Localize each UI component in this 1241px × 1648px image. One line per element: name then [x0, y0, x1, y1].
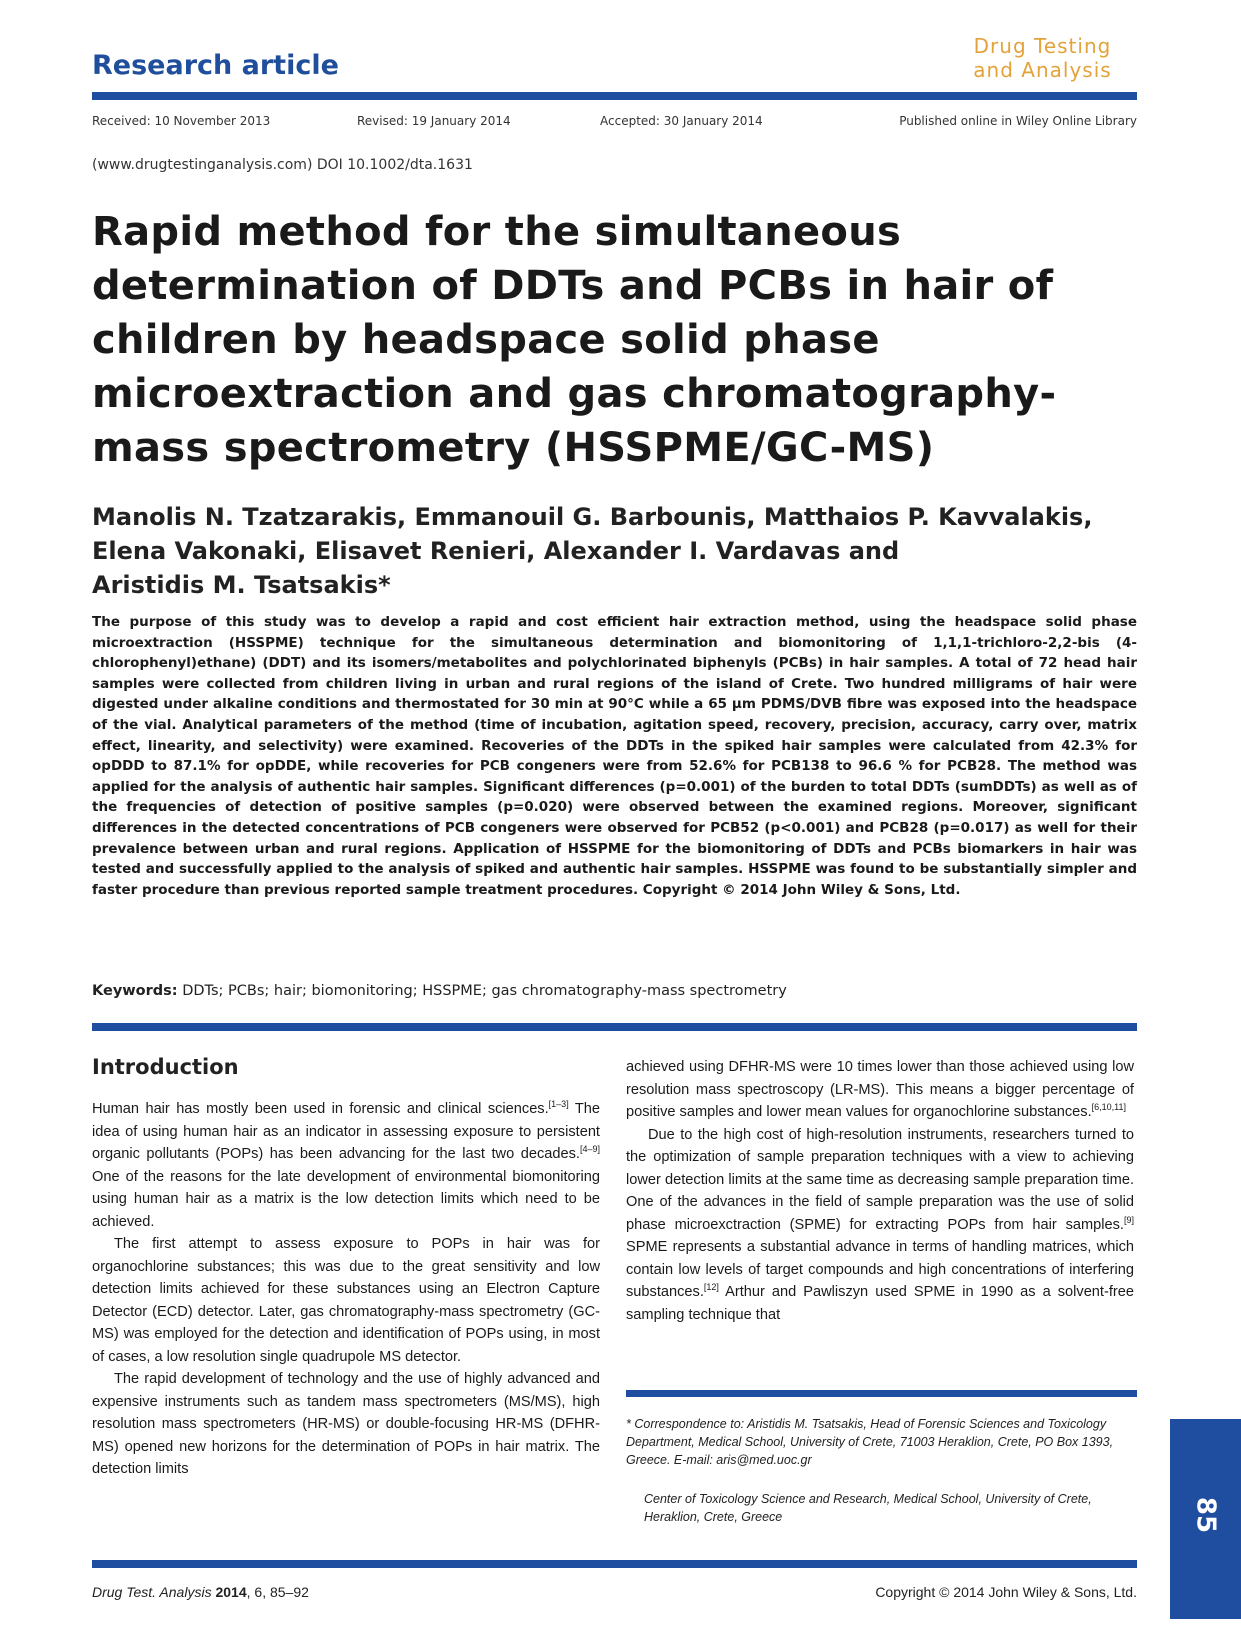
received-date: Received: 10 November 2013	[92, 114, 271, 128]
citation-ref[interactable]: [4–9]	[579, 1144, 600, 1155]
intro-paragraph: The rapid development of technology and the use of highly advanced and expensive instruments such as tandem mass spectrometers (MS/MS), high resolution mass spectrometers (HR-MS) or double-focusing HR-MS (DFHR-MS) opened new horizons for the determination of POPs in hair matrix. The detection limits	[92, 1371, 600, 1477]
section-label: Research article	[92, 50, 339, 81]
citation-ref[interactable]: [6,10,11]	[1091, 1102, 1127, 1113]
footnote-rule	[626, 1390, 1137, 1397]
footer-rule	[92, 1560, 1137, 1568]
accepted-date: Accepted: 30 January 2014	[600, 114, 763, 128]
journal-volume-pages: , 6, 85–92	[246, 1584, 309, 1600]
journal-logo-line1: Drug Testing	[973, 34, 1112, 58]
keywords	[92, 983, 1137, 999]
correspondence-note: * Correspondence to: Aristidis M. Tsatsakis, Head of Forensic Sciences and Toxicology Department, Medical School, University of Crete, 71003 Heraklion, Crete, PO Box 1393, Greece. E-mail: aris@med.uoc.gr	[626, 1417, 1114, 1467]
intro-paragraph: Human hair has mostly been used in forensic and clinical sciences.[1–3] The idea of using human hair as an indicator in assessing exposure to persistent organic pollutants (POPs) has been advancing for the last two decades.[4–9] One of the reasons for the late development of environmental biomonitoring using human hair as a matrix is the low detection limits which need to be achieved.	[92, 1099, 600, 1230]
affiliation-note: Center of Toxicology Science and Research, Medical School, University of Crete, Heraklion, Crete, Greece	[644, 1492, 1092, 1524]
right-column	[626, 1056, 1134, 1326]
keywords-rule	[92, 1023, 1137, 1031]
intro-paragraph: Due to the high cost of high-resolution instruments, researchers turned to the optimization of sample preparation techniques with a view to achieving lower detection limits at the same time as decreasing sample preparation time. One of the advances in the field of sample preparation was the use of solid phase microexctraction (SPME) for extracting POPs from hair samples.[9] SPME represents a substantial advance in terms of handling matrices, which contain low levels of target compounds and high concentrations of interfering substances.[12] Arthur and Pawliszyn used SPME in 1990 as a solvent-free sampling technique that	[626, 1126, 1134, 1323]
revised-date: Revised: 19 January 2014	[357, 114, 511, 128]
citation-ref[interactable]: [1–3]	[548, 1099, 569, 1110]
journal-name: Drug Test. Analysis	[92, 1584, 212, 1600]
header-rule	[92, 92, 1137, 100]
doi-line[interactable]: (www.drugtestinganalysis.com) DOI 10.1002/dta.1631	[92, 157, 473, 173]
introduction-heading: Introduction	[92, 1055, 239, 1079]
journal-logo-line2: and Analysis	[973, 58, 1112, 82]
journal-year: 2014	[215, 1584, 247, 1600]
authors-line: Elena Vakonaki, Elisavet Renieri, Alexander I. Vardavas and	[92, 537, 900, 565]
journal-logo	[950, 34, 1135, 82]
citation-ref[interactable]: [12]	[703, 1282, 719, 1293]
authors-line: Aristidis M. Tsatsakis*	[92, 571, 391, 599]
keywords-label: Keywords:	[92, 983, 178, 999]
page-number: 85	[1190, 1496, 1221, 1534]
left-column	[92, 1098, 600, 1481]
author-list	[92, 500, 1152, 602]
intro-paragraph: achieved using DFHR-MS were 10 times lower than those achieved using low resolution mass spectroscopy (LR-MS). This means a bigger percentage of positive samples and lower mean values for organochlorine substances.[6,10,11]	[626, 1059, 1134, 1120]
article-title: Rapid method for the simultaneous determination of DDTs and PCBs in hair of children by headspace solid phase microextraction and gas chromatography-mass spectrometry (HSSPME/GC-MS)	[92, 209, 1057, 471]
published-online: Published online in Wiley Online Library	[899, 114, 1137, 128]
authors-line: Manolis N. Tzatzarakis, Emmanouil G. Barbounis, Matthaios P. Kavvalakis,	[92, 503, 1093, 531]
citation-ref[interactable]: [9]	[1123, 1214, 1134, 1225]
footer-copyright: Copyright © 2014 John Wiley & Sons, Ltd.	[875, 1584, 1137, 1600]
intro-paragraph: The first attempt to assess exposure to POPs in hair was for organochlorine substances; this was due to the great sensitivity and low detection limits achieved for these substances using an Electron Capture Detector (ECD) detector. Later, gas chromatography-mass spectrometry (GC-MS) was employed for the detection and identification of POPs using, in most of cases, a low resolution single quadrupole MS detector.	[92, 1236, 600, 1365]
abstract: The purpose of this study was to develop a rapid and cost efficient hair extraction method, using the headspace solid phase microextraction (HSSPME) technique for the simultaneous determination and biomonitoring of 1,1,1-trichloro-2,2-bis (4-chlorophenyl)ethane) (DDT) and its isomers/metabolites and polychlorinated biphenyls (PCBs) in hair samples. A total of 72 head hair samples were collected from children living in urban and rural regions of the island of Crete. Two hundred milligrams of hair were digested under alkaline conditions and thermostated for 30 min at 90°C while a 65 μm PDMS/DVB fibre was exposed into the headspace of the vial. Analytical parameters of the method (time of incubation, agitation speed, recovery, precision, accuracy, carry over, matrix effect, linearity, and selectivity) were examined. Recoveries of the DDTs in the spiked hair samples were calculated from 42.3% for opDDD to 87.1% for opDDE, while recoveries for PCB congeners were from 52.6% for PCB138 to 96.6 % for PCB28. The method was applied for the analysis of authentic hair samples. Significant differences (p=0.001) of the burden to total DDTs (sumDDTs) as well as of the frequencies of detection of positive samples (p=0.020) were observed between the examined regions. Moreover, significant differences in the detected concentrations of PCB congeners were observed for PCB52 (p<0.001) and PCB28 (p=0.017) as well for their prevalence between urban and rural regions. Application of HSSPME for the biomonitoring of DDTs and PCBs biomarkers in hair was tested and successfully applied to the analysis of spiked and authentic hair samples. HSSPME was found to be substantially simpler and faster procedure than previous reported sample treatment procedures. Copyright © 2014 John Wiley & Sons, Ltd.	[92, 614, 1137, 898]
keywords-text: DDTs; PCBs; hair; biomonitoring; HSSPME; gas chromatography-mass spectrometry	[182, 983, 787, 999]
journal-citation	[92, 1584, 309, 1600]
